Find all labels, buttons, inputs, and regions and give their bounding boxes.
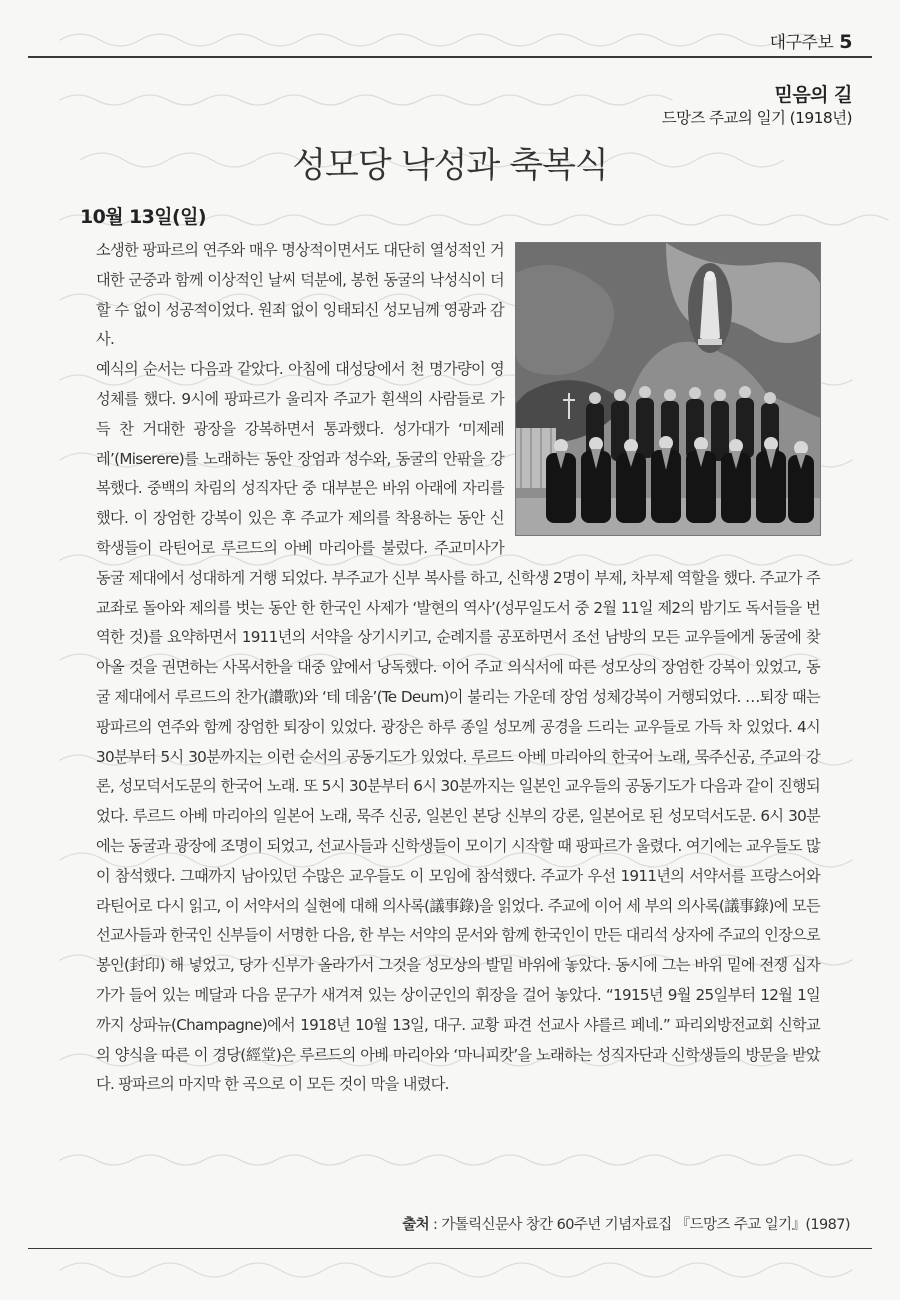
- photo-wrap-space: [504, 236, 820, 536]
- series-subtitle: 드망즈 주교의 일기 (1918년): [661, 109, 852, 127]
- header-rule: [28, 56, 872, 58]
- source-text: : 가톨릭신문사 창간 60주년 기념자료집 『드망즈 주교 일기』(1987): [429, 1217, 850, 1233]
- page-number: 5: [839, 31, 852, 53]
- publication-name: 대구주보: [769, 33, 834, 53]
- paragraph-1: 소생한 팡파르의 연주와 매우 명상적이면서도 대단히 열성적인 거대한 군중과 함께 이상적인 날씨 덕분에, 봉헌 동굴의 낙성식이 더할 수 없이 성공적이었다. 원죄 없이 잉태되신 성모님께 영광과 감사.: [96, 241, 504, 349]
- diary-date: 10월 13일(일): [80, 206, 206, 228]
- paragraph-2: 예식의 순서는 다음과 같았다. 아침에 대성당에서 천 명가량이 영성체를 했다. 9시에 팡파르가 울리자 주교가 흰색의 사람들로 가득 찬 거대한 광장을 강복하면서 통과했다. 성가대가 ‘미제레레’(Miserere)를 노래하는 동안 장엄과 성수와, 동굴의 안팎을 강복했다. 중백의 차림의 성직자단 중 대부분은 바위 아래에 자리를 했다. 이 장엄한 강복이 있은 후 주교가 제의를 착용하는 동안 신학생들이 라틴어로 루르드의 아베 마리아를 불렀다. 주교미사가 동굴 제대에서 성대하게 거행 되었다. 부주교가 신부 복사를 하고, 신학생 2명이 부제, 차부제 역할을 했다. 주교가 주교좌로 돌아와 제의를 벗는 동안 한 한국인 사제가 ‘발현의 역사’(성무일도서 중 2월 11일 제2의 밤기도 독서들을 번역한 것)를 요약하면서 1911년의 서약을 상기시키고, 순례지를 공포하면서 조선 남방의 모든 교우들에게 동굴에 찾아올 것을 권면하는 사목서한을 대중 앞에서 낭독했다. 이어 주교 의식서에 따른 성모상의 장엄한 강복이 있었고, 동굴 제대에서 루르드의 찬가(讚歌)와 ‘테 데움’(Te Deum)이 불리는 가운데 장엄 성체강복이 거행되었다. …퇴장 때는 팡파르의 연주와 함께 장엄한 퇴장이 있었다. 광장은 하루 종일 성모께 공경을 드리는 교우들로 가득 차 있었다. 4시 30분부터 5시 30분까지는 이런 순서의 공동기도가 있었다. 루르드 아베 마리아의 한국어 노래, 묵주신공, 주교의 강론, 성모덕서도문의 한국어 노래. 또 5시 30분부터 6시 30분까지는 일본인 교우들의 공동기도가 다음과 같이 진행되었다. 루르드 아베 마리아의 일본어 노래, 묵주 신공, 일본인 본당 신부의 강론, 일본어로 된 성모덕서도문. 6시 30분에는 동굴과 광장에 조명이 되었고, 선교사들과 신학생들이 모이기 시작할 때 팡파르가 울렸다. 여기에는 교우들도 많이 참석했다. 그때까지 남아있던 수많은 교우들도 이 모임에 참석했다. 주교가 우선 1911년의 서약서를 프랑스어와 라틴어로 다시 읽고, 이 서약서의 실현에 대해 의사록(議事錄)을 읽었다. 주교에 이어 세 부의 의사록(議事錄)에 모든 선교사들과 한국인 신부들이 서명한 다음, 한 부는 서약의 문서와 함께 한국인이 만든 대리석 상자에 주교의 인장으로 봉인(封印) 해 넣었고, 당가 신부가 올라가서 그것을 성모상의 발밑 바위에 놓았다. 동시에 그는 바위 밑에 전쟁 십자가가 들어 있는 메달과 다음 문구가 새겨져 있는 상이군인의 휘장을 걸어 놓았다. “1915년 9월 25일부터 12월 1일까지 상파뉴(Champagne)에서 1918년 10월 13일, 대구. 교황 파견 선교사 샤를르 페네.” 파리외방전교회 신학교의 양식을 따른 이 경당(經堂)은 루르드의 아베 마리아와 ‘마니피캇’을 노래하는 성직자단과 신학생들의 방문을 받았다. 팡파르의 마지막 한 곡으로 이 모든 것이 막을 내렸다.: [96, 360, 820, 1094]
- source-citation: [402, 1213, 850, 1234]
- page-header: [770, 28, 852, 53]
- footer-rule: [28, 1248, 872, 1249]
- source-label: 출처: [402, 1217, 430, 1233]
- article-body: [96, 236, 820, 1100]
- article-title: 성모당 낙성과 축복식: [292, 146, 608, 186]
- series-title: 믿음의 길: [774, 84, 852, 106]
